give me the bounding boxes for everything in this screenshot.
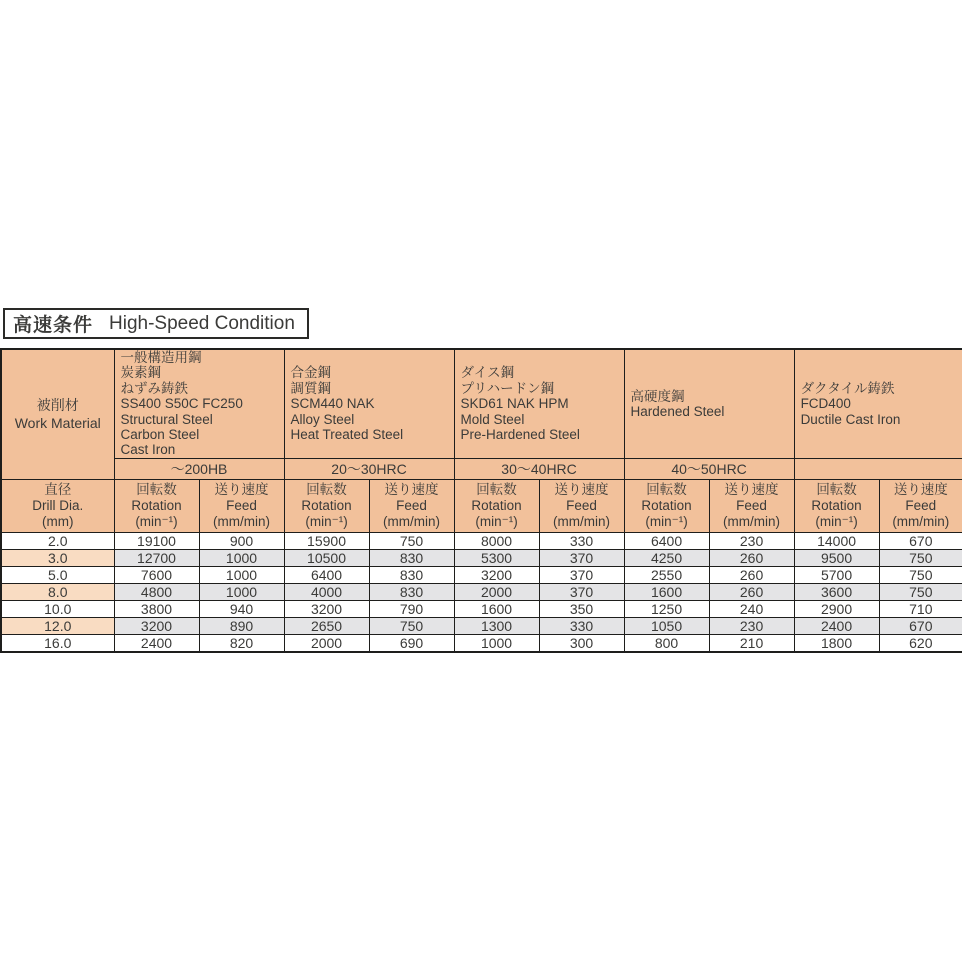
hardness-cell: 30～40HRC xyxy=(454,458,624,479)
rotation-value: 10500 xyxy=(284,549,369,566)
material-group-structural-steel xyxy=(114,349,284,458)
feed-value: 890 xyxy=(199,617,284,634)
material-line: Heat Treated Steel xyxy=(290,427,404,443)
hardness-cell: ～200HB xyxy=(114,458,284,479)
rotation-header: 回転数 Rotation (min⁻¹) xyxy=(794,479,879,532)
hardness-row xyxy=(1,458,962,479)
material-group-ductile-cast-iron xyxy=(794,349,962,458)
rotation-header: 回転数 Rotation (min⁻¹) xyxy=(454,479,539,532)
feed-value: 940 xyxy=(199,600,284,617)
feed-value: 620 xyxy=(879,634,962,652)
material-line: FCD400 xyxy=(800,396,851,412)
feed-header: 送り速度 Feed (mm/min) xyxy=(879,479,962,532)
material-line: プリハードン鋼 xyxy=(460,380,555,396)
hardness-cell xyxy=(794,458,962,479)
table-row xyxy=(1,549,962,566)
rotation-value: 4800 xyxy=(114,583,199,600)
feed-value: 1000 xyxy=(199,566,284,583)
table-row xyxy=(1,583,962,600)
material-line: ダクタイル鋳鉄 xyxy=(800,380,895,396)
dia-value: 8.0 xyxy=(1,583,114,600)
feed-value: 690 xyxy=(369,634,454,652)
work-material-jp: 被削材 xyxy=(36,397,79,414)
table-row xyxy=(1,566,962,583)
material-line: Alloy Steel xyxy=(290,411,355,427)
feed-value: 750 xyxy=(369,532,454,549)
rotation-value: 1800 xyxy=(794,634,879,652)
rotation-header: 回転数 Rotation (min⁻¹) xyxy=(624,479,709,532)
material-lines xyxy=(285,365,454,442)
feed-value: 670 xyxy=(879,617,962,634)
table-row xyxy=(1,617,962,634)
material-lines xyxy=(625,389,794,420)
feed-value: 370 xyxy=(539,549,624,566)
material-group-alloy-steel xyxy=(284,349,454,458)
rotation-value: 4250 xyxy=(624,549,709,566)
feed-value: 330 xyxy=(539,617,624,634)
material-line: SKD61 NAK HPM xyxy=(460,396,569,412)
column-header-row xyxy=(1,479,962,532)
material-line: Carbon Steel xyxy=(120,427,200,443)
rotation-value: 3200 xyxy=(114,617,199,634)
rotation-value: 2400 xyxy=(794,617,879,634)
dia-header xyxy=(1,479,114,532)
rotation-value: 7600 xyxy=(114,566,199,583)
feed-value: 830 xyxy=(369,549,454,566)
feed-value: 670 xyxy=(879,532,962,549)
dia-header-en: Drill Dia. xyxy=(32,497,84,513)
rotation-value: 2400 xyxy=(114,634,199,652)
rotation-value: 6400 xyxy=(284,566,369,583)
rotation-value: 3800 xyxy=(114,600,199,617)
feed-value: 830 xyxy=(369,566,454,583)
dia-value: 5.0 xyxy=(1,566,114,583)
material-group-mold-steel xyxy=(454,349,624,458)
rotation-value: 2650 xyxy=(284,617,369,634)
rotation-value: 4000 xyxy=(284,583,369,600)
table-row xyxy=(1,634,962,652)
dia-value: 10.0 xyxy=(1,600,114,617)
material-line: Structural Steel xyxy=(120,411,213,427)
feed-value: 350 xyxy=(539,600,624,617)
material-line: Ductile Cast Iron xyxy=(800,411,901,427)
rotation-value: 2000 xyxy=(284,634,369,652)
material-line: Cast Iron xyxy=(120,442,176,458)
rotation-value: 3200 xyxy=(454,566,539,583)
material-line: SCM440 NAK xyxy=(290,396,375,412)
feed-value: 300 xyxy=(539,634,624,652)
table-row xyxy=(1,600,962,617)
material-line: 合金鋼 xyxy=(290,365,332,381)
feed-value: 260 xyxy=(709,566,794,583)
material-group-hardened-steel xyxy=(624,349,794,458)
feed-header: 送り速度 Feed (mm/min) xyxy=(709,479,794,532)
feed-value: 790 xyxy=(369,600,454,617)
feed-value: 750 xyxy=(369,617,454,634)
feed-value: 330 xyxy=(539,532,624,549)
work-material-en: Work Material xyxy=(14,415,101,432)
material-line: Pre-Hardened Steel xyxy=(460,427,580,443)
rotation-value: 2550 xyxy=(624,566,709,583)
rotation-value: 2000 xyxy=(454,583,539,600)
rotation-value: 1600 xyxy=(624,583,709,600)
rotation-value: 15900 xyxy=(284,532,369,549)
feed-value: 260 xyxy=(709,583,794,600)
material-line: ねずみ鋳鉄 xyxy=(120,380,188,396)
rotation-value: 3200 xyxy=(284,600,369,617)
feed-value: 750 xyxy=(879,583,962,600)
material-lines xyxy=(795,381,962,427)
hardness-cell: 40～50HRC xyxy=(624,458,794,479)
material-header-row xyxy=(1,349,962,458)
title-box xyxy=(3,308,309,339)
rotation-value: 1050 xyxy=(624,617,709,634)
feed-value: 230 xyxy=(709,532,794,549)
feed-value: 750 xyxy=(879,549,962,566)
rotation-value: 1250 xyxy=(624,600,709,617)
material-line: 炭素鋼 xyxy=(120,365,161,381)
material-line: 一般構造用鋼 xyxy=(120,350,202,365)
material-line: Hardened Steel xyxy=(630,403,725,419)
feed-value: 710 xyxy=(879,600,962,617)
feed-value: 830 xyxy=(369,583,454,600)
dia-value: 2.0 xyxy=(1,532,114,549)
dia-value: 12.0 xyxy=(1,617,114,634)
feed-value: 1000 xyxy=(199,549,284,566)
feed-value: 820 xyxy=(199,634,284,652)
table-row xyxy=(1,532,962,549)
feed-value: 240 xyxy=(709,600,794,617)
material-line: SS400 S50C FC250 xyxy=(120,396,243,412)
rotation-value: 3600 xyxy=(794,583,879,600)
material-line: 高硬度鋼 xyxy=(630,388,685,404)
material-line: 調質鋼 xyxy=(290,380,332,396)
feed-value: 370 xyxy=(539,566,624,583)
speed-condition-table xyxy=(0,348,962,653)
dia-header-unit: (mm) xyxy=(42,513,74,529)
material-line: Mold Steel xyxy=(460,411,525,427)
feed-header: 送り速度 Feed (mm/min) xyxy=(199,479,284,532)
rotation-header: 回転数 Rotation (min⁻¹) xyxy=(114,479,199,532)
rotation-value: 8000 xyxy=(454,532,539,549)
feed-value: 750 xyxy=(879,566,962,583)
rotation-value: 2900 xyxy=(794,600,879,617)
feed-value: 1000 xyxy=(199,583,284,600)
rotation-value: 9500 xyxy=(794,549,879,566)
page-title-en: High-Speed Condition xyxy=(109,312,295,334)
rotation-value: 1300 xyxy=(454,617,539,634)
feed-header: 送り速度 Feed (mm/min) xyxy=(369,479,454,532)
page-title-jp: 高速条件 xyxy=(13,315,94,336)
rotation-value: 1000 xyxy=(454,634,539,652)
feed-value: 370 xyxy=(539,583,624,600)
work-material-header xyxy=(1,349,114,479)
dia-header-jp: 直径 xyxy=(44,481,72,497)
rotation-value: 14000 xyxy=(794,532,879,549)
dia-value: 3.0 xyxy=(1,549,114,566)
feed-value: 230 xyxy=(709,617,794,634)
rotation-value: 1600 xyxy=(454,600,539,617)
rotation-header: 回転数 Rotation (min⁻¹) xyxy=(284,479,369,532)
feed-value: 260 xyxy=(709,549,794,566)
rotation-value: 19100 xyxy=(114,532,199,549)
feed-value: 900 xyxy=(199,532,284,549)
rotation-value: 6400 xyxy=(624,532,709,549)
dia-value: 16.0 xyxy=(1,634,114,652)
rotation-value: 12700 xyxy=(114,549,199,566)
rotation-value: 5700 xyxy=(794,566,879,583)
feed-value: 210 xyxy=(709,634,794,652)
feed-header: 送り速度 Feed (mm/min) xyxy=(539,479,624,532)
material-lines xyxy=(455,365,624,442)
material-lines xyxy=(115,350,284,458)
rotation-value: 800 xyxy=(624,634,709,652)
rotation-value: 5300 xyxy=(454,549,539,566)
hardness-cell: 20～30HRC xyxy=(284,458,454,479)
material-line: ダイス鋼 xyxy=(460,365,515,381)
